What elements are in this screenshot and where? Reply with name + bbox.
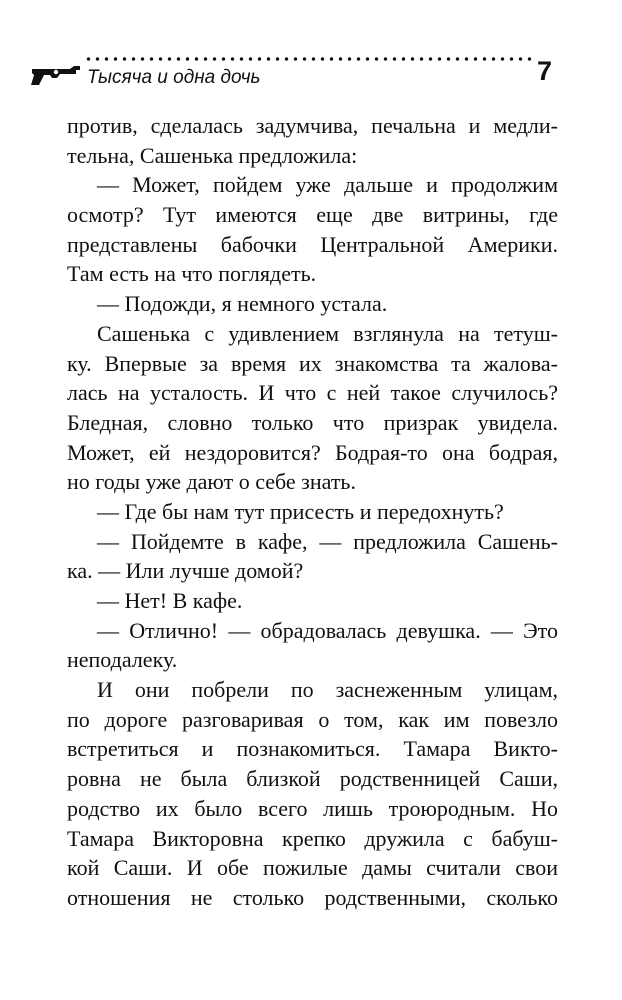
text-line: родство их было всего лишь троюродным. Но — [67, 795, 558, 821]
text-line: ку. Впервые за время их знакомства та жалова- — [67, 350, 558, 376]
text-line: — Где бы нам тут присесть и передохнуть? — [97, 498, 504, 524]
text-line: Может, ей нездоровится? Бодрая-то она бодрая, — [67, 439, 558, 465]
body-text — [67, 111, 558, 913]
text-line: неподалеку. — [67, 647, 178, 673]
text-line: лась на усталость. И что с ней такое случилось? — [67, 380, 558, 406]
text-line: тельна, Сашенька предложила: — [67, 142, 358, 168]
page-header — [30, 52, 570, 92]
text-line: — Пойдемте в кафе, — предложила Сашень- — [97, 528, 558, 554]
text-line: — Подожди, я немного устала. — [97, 291, 388, 317]
text-line: но годы уже дают о себе знать. — [67, 469, 356, 495]
text-line: встретиться и познакомиться. Тамара Викто- — [67, 736, 558, 762]
text-line: Там есть на что поглядеть. — [67, 261, 317, 287]
text-line: Тамара Викторовна крепко дружила с бабуш- — [67, 825, 558, 851]
text-line: Сашенька с удивлением взглянула на тетуш- — [97, 320, 558, 346]
text-line: отношения не столько родственными, сколько — [67, 884, 558, 910]
text-line: против, сделалась задумчива, печальна и медли- — [67, 113, 558, 138]
text-line: — Может, пойдем уже дальше и продолжим — [97, 172, 558, 198]
text-line: ровна не была близкой родственницей Саши, — [67, 766, 558, 792]
text-line: осмотр? Тут имеются еще две витрины, где — [67, 202, 558, 228]
text-line: представлены бабочки Центральной Америки. — [67, 231, 558, 257]
page-number: 7 — [537, 56, 553, 86]
text-line: — Нет! В кафе. — [97, 588, 243, 613]
text-line: И они побрели по заснеженным улицам, — [97, 677, 558, 703]
text-line: по дороге разговаривая о том, как им повезло — [67, 706, 558, 732]
text-line: — Отлично! — обрадовалась девушка. — Это — [97, 617, 558, 643]
text-line: кой Саши. И обе пожилые дамы считали свои — [67, 855, 558, 881]
running-title: Тысяча и одна дочь — [87, 67, 261, 88]
dotted-rule — [84, 54, 536, 64]
text-line: ка. — Или лучше домой? — [67, 558, 304, 584]
text-line: Бледная, словно только что призрак увидела. — [67, 409, 558, 435]
revolver-icon — [30, 60, 82, 86]
